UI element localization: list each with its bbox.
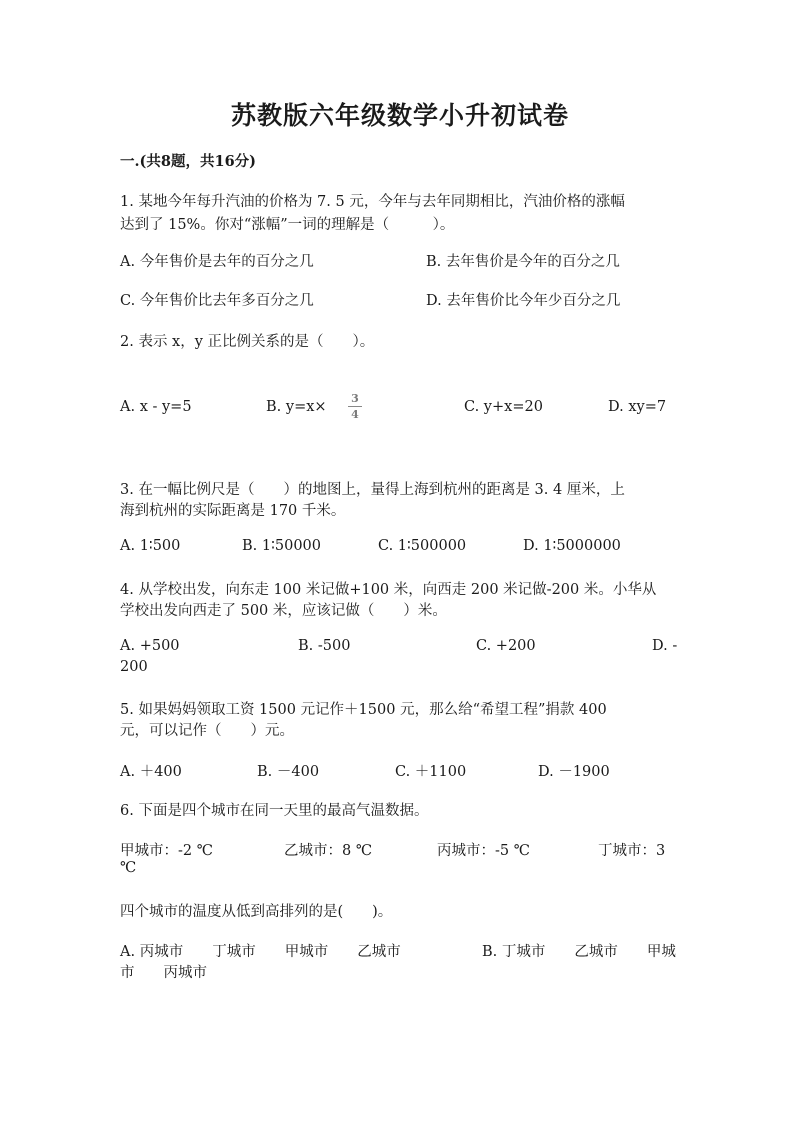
q2-option-b: B. y=x× bbox=[266, 399, 327, 415]
q6-option-a: A. 丙城市 丁城市 甲城市 乙城市 bbox=[120, 944, 401, 960]
q1-option-d: D. 去年售价比今年少百分之几 bbox=[426, 293, 621, 309]
q4-option-d: D. - bbox=[652, 638, 678, 654]
q3-text-line2: 海到杭州的实际距离是 170 千米。 bbox=[120, 503, 346, 519]
q4-option-d-continued: 200 bbox=[120, 659, 148, 675]
fraction-denominator: 4 bbox=[351, 408, 359, 421]
q6-option-b-continued: 市 丙城市 bbox=[120, 965, 207, 981]
q3-option-b: B. 1∶50000 bbox=[242, 538, 321, 554]
q6-city-bing: 丙城市：-5 ℃ bbox=[437, 843, 530, 859]
q1-option-b: B. 去年售价是今年的百分之几 bbox=[426, 254, 620, 270]
q4-text-line2: 学校出发向西走了 500 米，应该记做（ ）米。 bbox=[120, 603, 447, 619]
q6-city-ding-unit: ℃ bbox=[120, 860, 137, 876]
q2-option-b-fraction bbox=[348, 393, 362, 420]
q6-city-jia: 甲城市：-2 ℃ bbox=[120, 843, 213, 859]
q4-option-c: C. +200 bbox=[476, 638, 536, 654]
q2-text-line1: 2. 表示 x，y 正比例关系的是（ ）。 bbox=[120, 334, 375, 350]
q5-text-line2: 元，可以记作（ ）元。 bbox=[120, 723, 294, 739]
q6-option-b: B. 丁城市 乙城市 甲城 bbox=[482, 944, 676, 960]
section-heading: 一.(共8题，共16分) bbox=[120, 153, 257, 170]
q4-option-a: A. +500 bbox=[120, 638, 180, 654]
q5-option-a: A. ＋400 bbox=[120, 764, 182, 780]
q2-option-d: D. xy=7 bbox=[608, 399, 667, 415]
q3-text-line1: 3. 在一幅比例尺是（ ）的地图上，量得上海到杭州的距离是 3. 4 厘米，上 bbox=[120, 482, 625, 498]
fraction-numerator: 3 bbox=[351, 392, 359, 405]
q6-city-yi: 乙城市：8 ℃ bbox=[284, 843, 373, 859]
q6-city-ding: 丁城市：3 bbox=[598, 843, 666, 859]
q3-option-a: A. 1∶500 bbox=[120, 538, 181, 554]
q6-text-line2: 四个城市的温度从低到高排列的是( )。 bbox=[120, 904, 393, 920]
q6-text-line1: 6. 下面是四个城市在同一天里的最高气温数据。 bbox=[120, 803, 429, 819]
page-title: 苏教版六年级数学小升初试卷 bbox=[230, 101, 569, 130]
q1-text-line2: 达到了 15%。你对“涨幅”一词的理解是（ ）。 bbox=[120, 217, 455, 233]
q1-text-line1: 1. 某地今年每升汽油的价格为 7. 5 元，今年与去年同期相比，汽油价格的涨幅 bbox=[120, 194, 625, 210]
q5-option-b: B. －400 bbox=[257, 764, 320, 780]
q2-option-c: C. y+x=20 bbox=[464, 399, 543, 415]
q2-option-a: A. x - y=5 bbox=[120, 399, 192, 415]
q4-option-b: B. -500 bbox=[298, 638, 351, 654]
q5-option-c: C. ＋1100 bbox=[395, 764, 467, 780]
fraction-bar bbox=[348, 406, 362, 407]
q4-text-line1: 4. 从学校出发，向东走 100 米记做+100 米，向西走 200 米记做-200 米。小华从 bbox=[120, 582, 657, 598]
q1-option-c: C. 今年售价比去年多百分之几 bbox=[120, 293, 314, 309]
q5-text-line1: 5. 如果妈妈领取工资 1500 元记作＋1500 元，那么给“希望工程”捐款 400 bbox=[120, 702, 607, 718]
q5-option-d: D. －1900 bbox=[538, 764, 610, 780]
q1-option-a: A. 今年售价是去年的百分之几 bbox=[120, 254, 314, 270]
q3-option-c: C. 1∶500000 bbox=[378, 538, 467, 554]
q3-option-d: D. 1∶5000000 bbox=[523, 538, 621, 554]
